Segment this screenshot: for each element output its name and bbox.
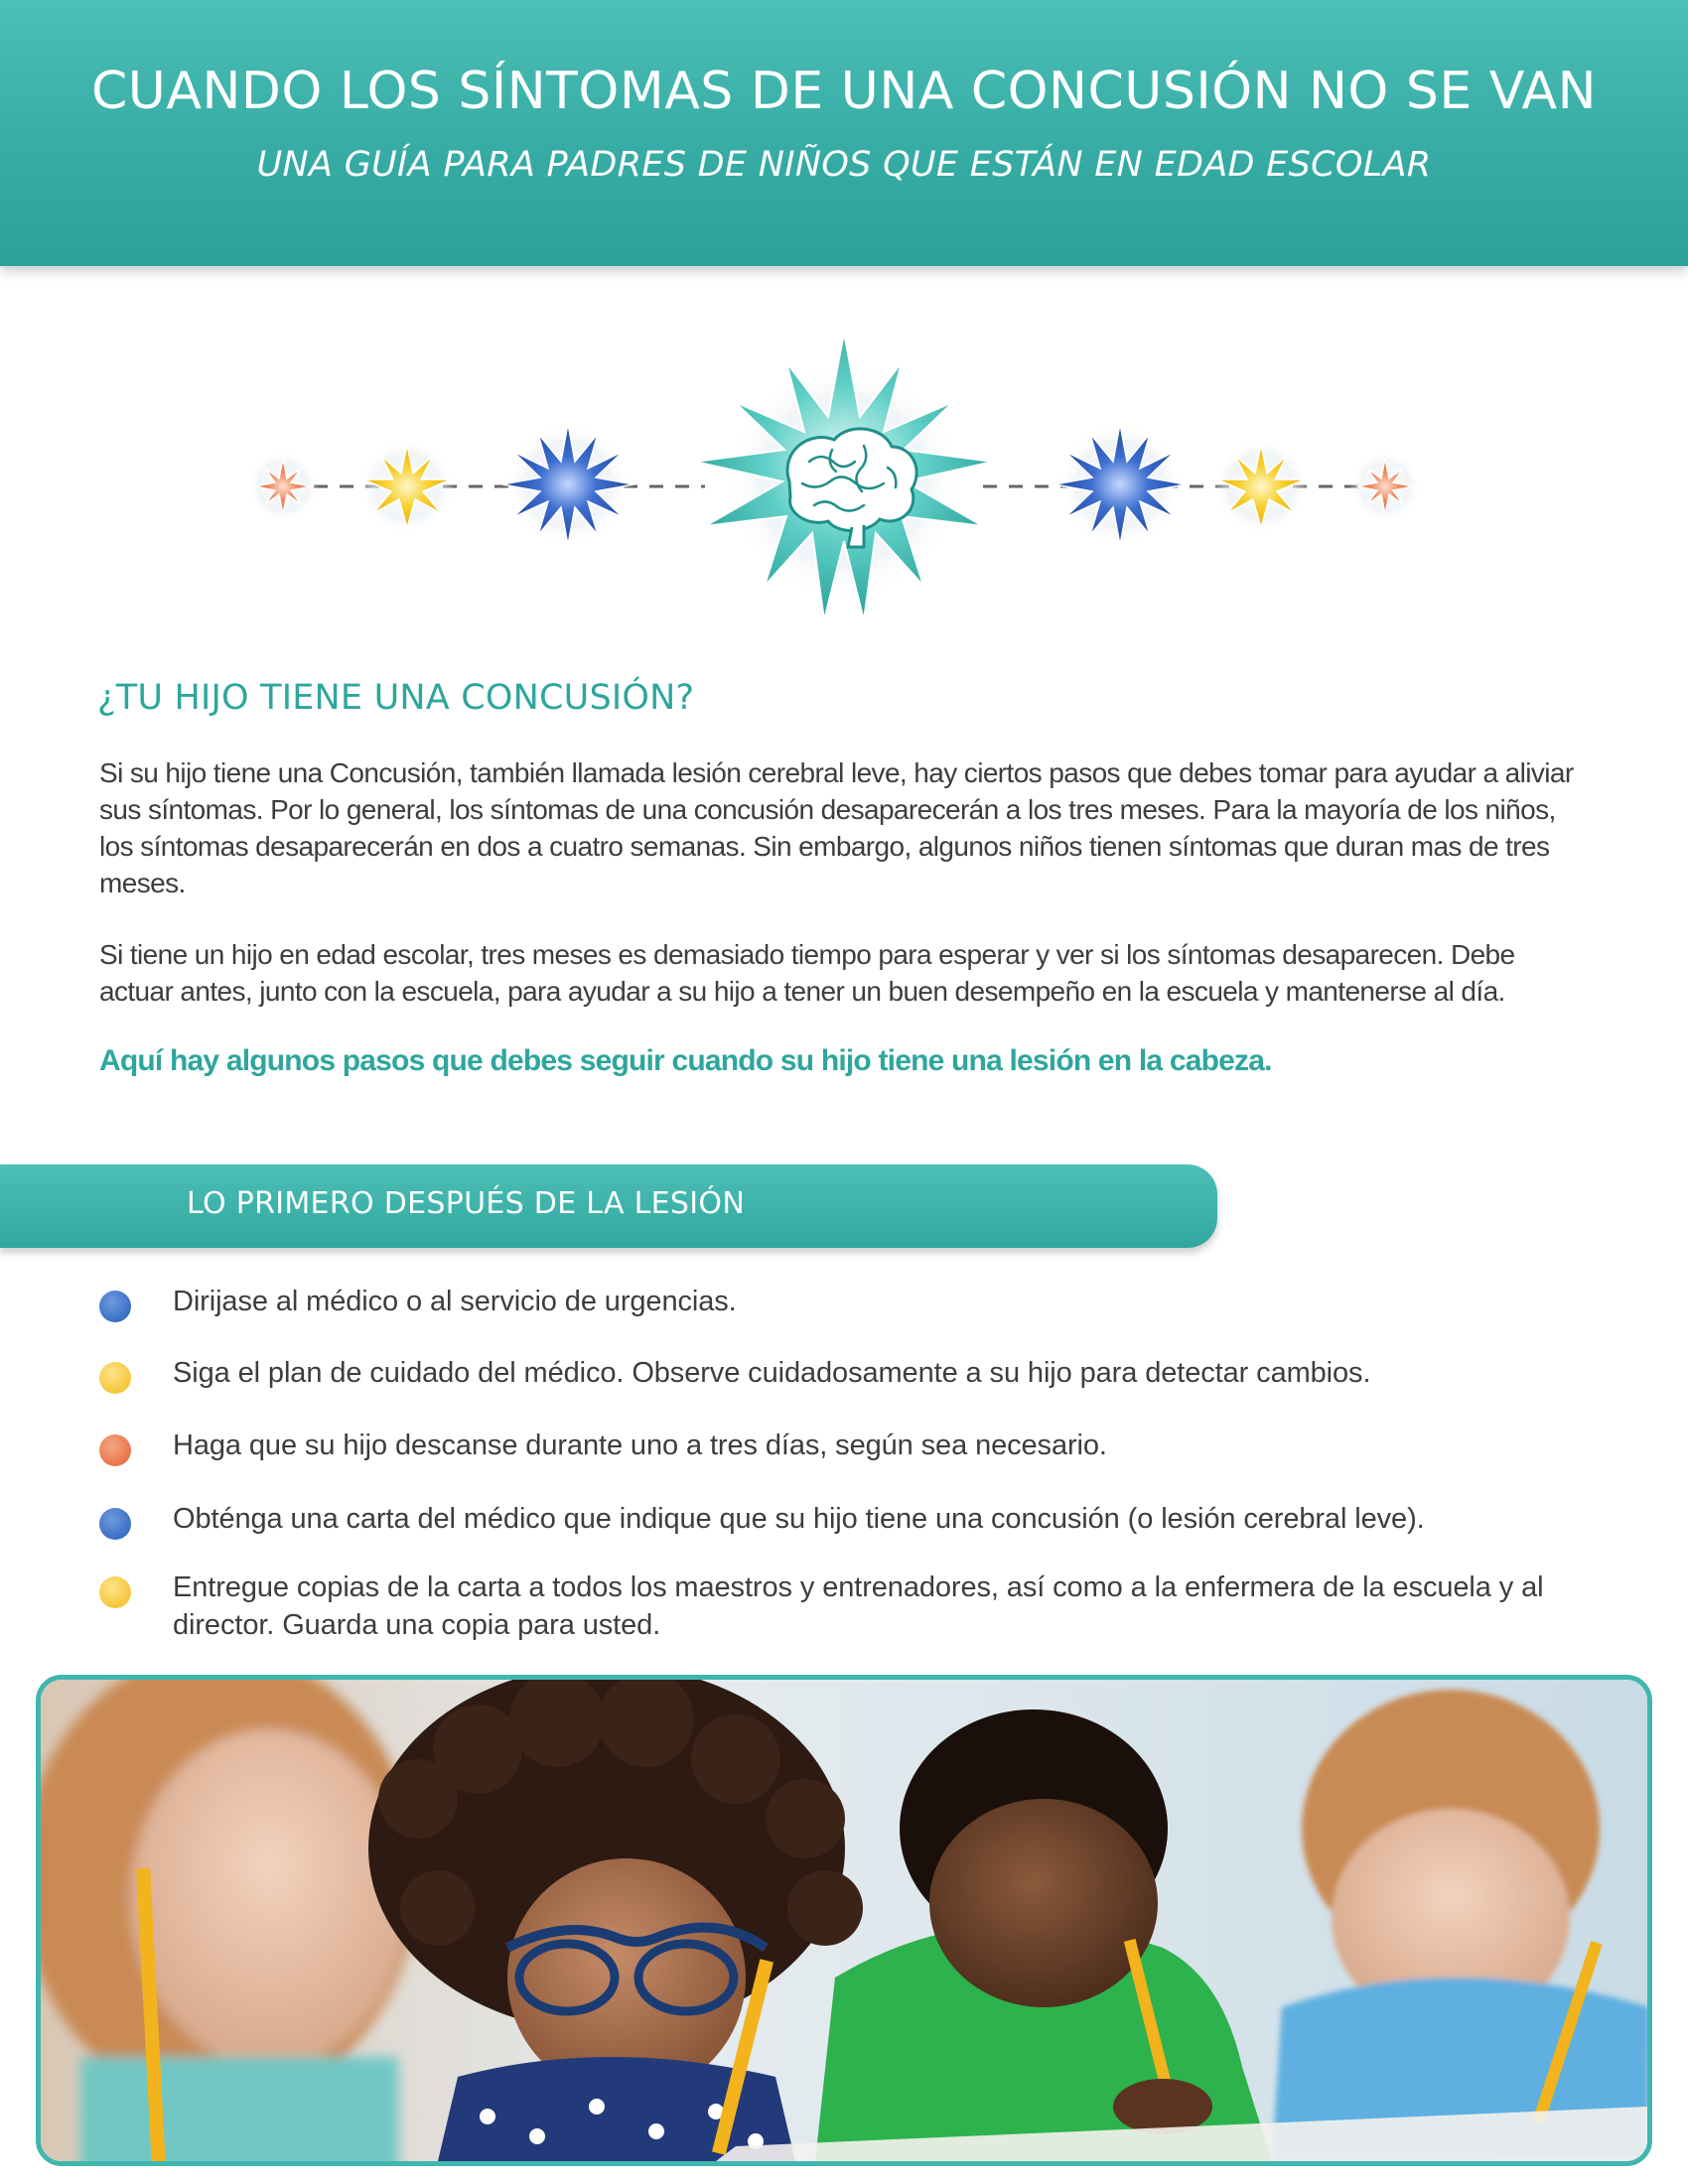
intro-paragraph-2: Si tiene un hijo en edad escolar, tres meses es demasiado tiempo para esperar y ver si los síntomas desaparecen. Debe actuar antes, junto con la escuela, para ayudar a su hijo a tener un buen desempeño en la escuela y mantenerse al día. xyxy=(99,939,1515,1007)
bullet-dot-icon xyxy=(99,1362,131,1394)
bullet-dot-icon xyxy=(99,1291,131,1322)
step-text: Entregue copias de la carta a todos los maestros y entrenadores, así como a la enfermera de la escuela y al director. Guarda una copia para usted. xyxy=(173,1571,1544,1641)
intro-callout: Aquí hay algunos pasos que debes seguir cuando su hijo tiene una lesión en la cabeza. xyxy=(99,1044,1272,1077)
step-text: Dirijase al médico o al servicio de urgencias. xyxy=(173,1286,737,1317)
brain-starburst-icon xyxy=(228,323,1460,630)
step-text: Obténga una carta del médico que indique que su hijo tiene una concusión (o lesión cerebral leve). xyxy=(173,1503,1425,1535)
small-orange-star-right xyxy=(1349,451,1421,522)
bullet-dot-icon xyxy=(99,1576,131,1608)
brain-star-center xyxy=(695,333,993,620)
medium-blue-star-left xyxy=(502,423,633,546)
intro-paragraph-1: Si su hijo tiene una Concusión, también llamada lesión cerebral leve, hay ciertos pasos que debes tomar para ayudar a aliviar sus síntomas. Por lo general, los síntomas de una concusión desaparecerán a los tres meses. Para la mayoría de los niños, los síntomas desaparecerán en dos a cuatro semanas. Sin embargo, algunos niños tienen síntomas que duran mas de tres meses. xyxy=(99,757,1574,898)
children-writing-photo xyxy=(41,1680,1647,2161)
small-yellow-star-right xyxy=(1213,439,1309,534)
bullet-dot-icon xyxy=(99,1508,131,1540)
page-subtitle: UNA GUÍA PARA PADRES DE NIÑOS QUE ESTÁN EN EDAD ESCOLAR xyxy=(256,145,1432,185)
page-title: CUANDO LOS SÍNTOMAS DE UNA CONCUSIÓN NO SE VAN xyxy=(91,62,1597,121)
intro-heading: ¿TU HIJO TIENE UNA CONCUSIÓN? xyxy=(97,678,695,718)
bullet-dot-icon xyxy=(99,1434,131,1466)
small-orange-star-left xyxy=(247,451,319,522)
header-banner xyxy=(0,0,1688,266)
step-text: Haga que su hijo descanse durante uno a tres días, según sea necesario. xyxy=(173,1430,1107,1461)
small-yellow-star-left xyxy=(359,439,455,534)
section-tab-label: LO PRIMERO DESPUÉS DE LA LESIÓN xyxy=(187,1186,746,1221)
section-tab xyxy=(0,1164,1217,1248)
classroom-photo xyxy=(36,1675,1652,2166)
medium-blue-star-right xyxy=(1055,423,1186,546)
step-text: Siga el plan de cuidado del médico. Observe cuidadosamente a su hijo para detectar cambios. xyxy=(173,1357,1371,1389)
